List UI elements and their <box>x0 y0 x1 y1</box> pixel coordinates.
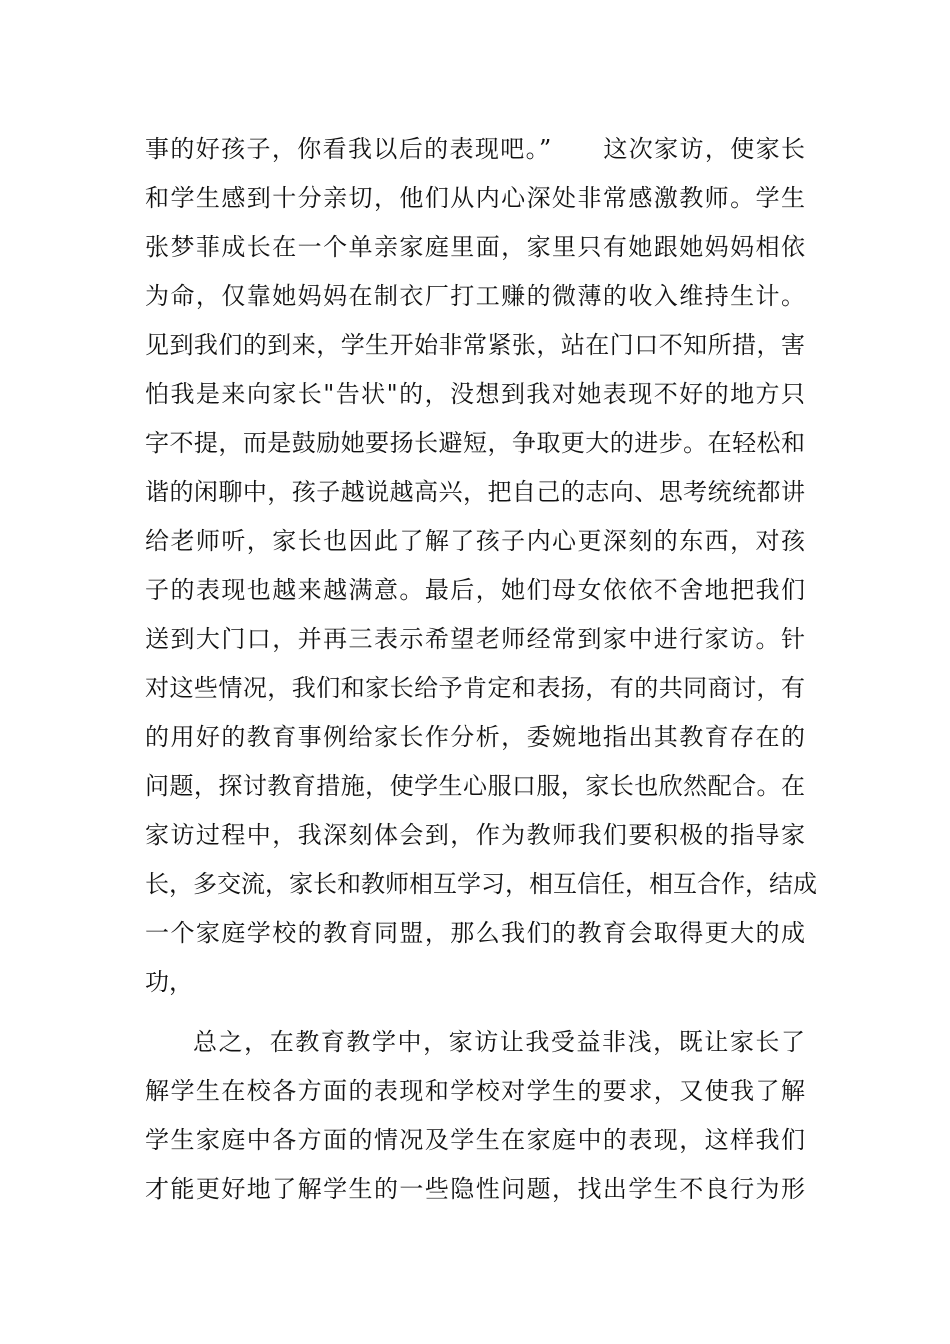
text-line: 事的好孩子，你看我以后的表现吧。” 这次家访，使家长 <box>145 135 805 163</box>
text-line: 张梦菲成长在一个单亲家庭里面，家里只有她跟她妈妈相依 <box>145 233 805 261</box>
text-line: 家访过程中，我深刻体会到，作为教师我们要积极的指导家 <box>145 821 805 849</box>
text-line: 给老师听，家长也因此了解了孩子内心更深刻的东西，对孩 <box>145 527 805 555</box>
text-line: 和学生感到十分亲切，他们从内心深处非常感激教师。学生 <box>145 184 805 212</box>
text-line: 解学生在校各方面的表现和学校对学生的要求，又使我了解 <box>145 1077 805 1105</box>
text-line: 长，多交流，家长和教师相互学习，相互信任，相互合作，结成 <box>145 870 817 898</box>
text-line: 才能更好地了解学生的一些隐性问题，找出学生不良行为形 <box>145 1175 805 1203</box>
text-line: 问题，探讨教育措施，使学生心服口服，家长也欣然配合。在 <box>145 772 805 800</box>
text-line: 字不提，而是鼓励她要扬长避短，争取更大的进步。在轻松和 <box>145 429 805 457</box>
text-line: 送到大门口，并再三表示希望老师经常到家中进行家访。针 <box>145 625 805 653</box>
text-line: 谐的闲聊中，孩子越说越高兴，把自己的志向、思考统统都讲 <box>145 478 805 506</box>
text-line: 总之，在教育教学中，家访让我受益非浅，既让家长了 <box>193 1028 805 1056</box>
text-line: 怕我是来向家长"告状"的，没想到我对她表现不好的地方只 <box>145 380 805 408</box>
text-line: 学生家庭中各方面的情况及学生在家庭中的表现，这样我们 <box>145 1126 805 1154</box>
text-line: 对这些情况，我们和家长给予肯定和表扬，有的共同商讨，有 <box>145 674 805 702</box>
text-line: 见到我们的到来，学生开始非常紧张，站在门口不知所措，害 <box>145 331 805 359</box>
text-line: 的用好的教育事例给家长作分析，委婉地指出其教育存在的 <box>145 723 805 751</box>
text-line: 一个家庭学校的教育同盟，那么我们的教育会取得更大的成 <box>145 919 805 947</box>
text-line: 子的表现也越来越满意。最后，她们母女依依不舍地把我们 <box>145 576 805 604</box>
text-line: 功， <box>145 968 193 996</box>
text-line: 为命，仅靠她妈妈在制衣厂打工赚的微薄的收入维持生计。 <box>145 282 805 310</box>
